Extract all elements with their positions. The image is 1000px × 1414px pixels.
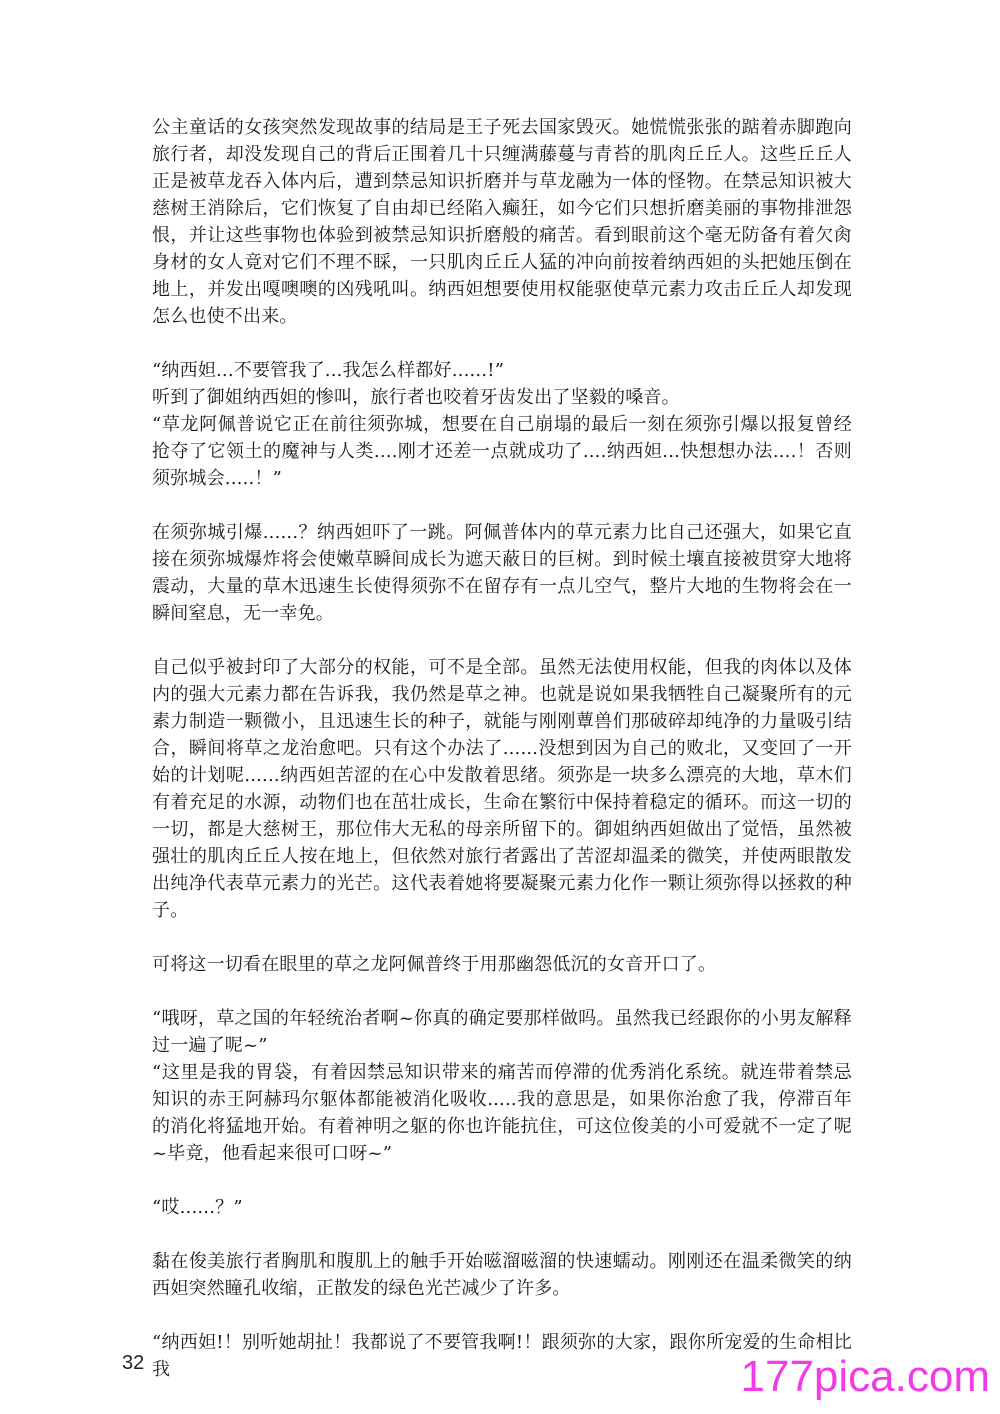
paragraph-gap <box>152 1302 852 1329</box>
site-watermark: 177pica.com <box>740 1352 990 1401</box>
paragraph: “这里是我的胃袋，有着因禁忌知识带来的痛苦而停滞的优秀消化系统。就连带着禁忌知识的赤王阿赫玛尔躯体都能被消化吸收.....我的意思是，如果你治愈了我，停滞百年的消化将猛地开始。有着神明之躯的你也许能抗住，可这位俊美的小可爱就不一定了呢~毕竟，他看起来很可口呀~” <box>152 1062 852 1164</box>
paragraph: 在须弥城引爆......？纳西妲吓了一跳。阿佩普体内的草元素力比自己还强大，如果它直接在须弥城爆炸将会使嫩草瞬间成长为遮天蔽日的巨树。到时候土壤直接被贯穿大地将震动，大量的草木迅速生长使得须弥不在留存有一点儿空气，整片大地的生物将会在一瞬间窒息，无一幸免。 <box>152 522 852 624</box>
paragraph-gap <box>152 924 852 951</box>
paragraph: 听到了御姐纳西妲的惨叫，旅行者也咬着牙齿发出了坚毅的嗓音。 <box>152 387 680 408</box>
page-number: 32 <box>122 1352 145 1374</box>
paragraph: “哎......？” <box>152 1197 243 1218</box>
paragraph: 自己似乎被封印了大部分的权能，可不是全部。虽然无法使用权能，但我的肉体以及体内的强大元素力都在告诉我，我仍然是草之神。也就是说如果我牺牲自己凝聚所有的元素力制造一颗微小，且迅速生长的种子，就能与刚刚蕈兽们那破碎却纯净的力量吸引结合，瞬间将草之龙治愈吧。只有这个办法了......没想到因为自己的败北，又变回了一开始的计划呢......纳西妲苦涩的在心中发散着思绪。须弥是一块多么漂亮的大地，草木们有着充足的水源，动物们也在茁壮成长，生命在繁衍中保持着稳定的循环。而这一切的一切，都是大慈树王，那位伟大无私的母亲所留下的。御姐纳西妲做出了觉悟，虽然被强壮的肌肉丘丘人按在地上，但依然对旅行者露出了苦涩却温柔的微笑，并使两眼散发出纯净代表草元素力的光芒。这代表着她将要凝聚元素力化作一颗让须弥得以拯救的种子。 <box>152 657 852 921</box>
paragraph-gap <box>152 1221 852 1248</box>
paragraph-gap <box>152 1167 852 1194</box>
paragraph-gap <box>152 978 852 1005</box>
body-text <box>152 114 852 1383</box>
paragraph: “纳西妲!！别听她胡扯！我都说了不要管我啊!！跟须弥的大家，跟你所宠爱的生命相比我 <box>152 1332 852 1380</box>
paragraph-gap <box>152 330 852 357</box>
paragraph: 公主童话的女孩突然发现故事的结局是王子死去国家毁灭。她慌慌张张的踮着赤脚跑向旅行者，却没发现自己的背后正围着几十只缠满藤蔓与青苔的肌肉丘丘人。这些丘丘人正是被草龙吞入体内后，遭到禁忌知识折磨并与草龙融为一体的怪物。在禁忌知识被大慈树王消除后，它们恢复了自由却已经陷入癫狂，如今它们只想折磨美丽的事物排泄怨恨，并让这些事物也体验到被禁忌知识折磨般的痛苦。看到眼前这个毫无防备有着欠肏身材的女人竟对它们不理不睬，一只肌肉丘丘人猛的冲向前按着纳西妲的头把她压倒在地上，并发出嘎噢噢的凶残吼叫。纳西妲想要使用权能驱使草元素力攻击丘丘人却发现怎么也使不出来。 <box>152 117 852 327</box>
paragraph-gap <box>152 492 852 519</box>
paragraph-gap <box>152 627 852 654</box>
paragraph: “哦呀，草之国的年轻统治者啊~你真的确定要那样做吗。虽然我已经跟你的小男友解释过一遍了呢~” <box>152 1008 852 1056</box>
paragraph: 可将这一切看在眼里的草之龙阿佩普终于用那幽怨低沉的女音开口了。 <box>152 954 717 975</box>
paragraph: “草龙阿佩普说它正在前往须弥城，想要在自己崩塌的最后一刻在须弥引爆以报复曾经抢夺了它领土的魔神与人类....刚才还差一点就成功了....纳西妲...快想想办法....！否则须弥城会.....！” <box>152 414 852 489</box>
paragraph: “纳西妲...不要管我了...我怎么样都好......!” <box>152 360 505 381</box>
paragraph: 黏在俊美旅行者胸肌和腹肌上的触手开始嗞溜嗞溜的快速蠕动。刚刚还在温柔微笑的纳西妲突然瞳孔收缩，正散发的绿色光芒减少了许多。 <box>152 1251 852 1299</box>
